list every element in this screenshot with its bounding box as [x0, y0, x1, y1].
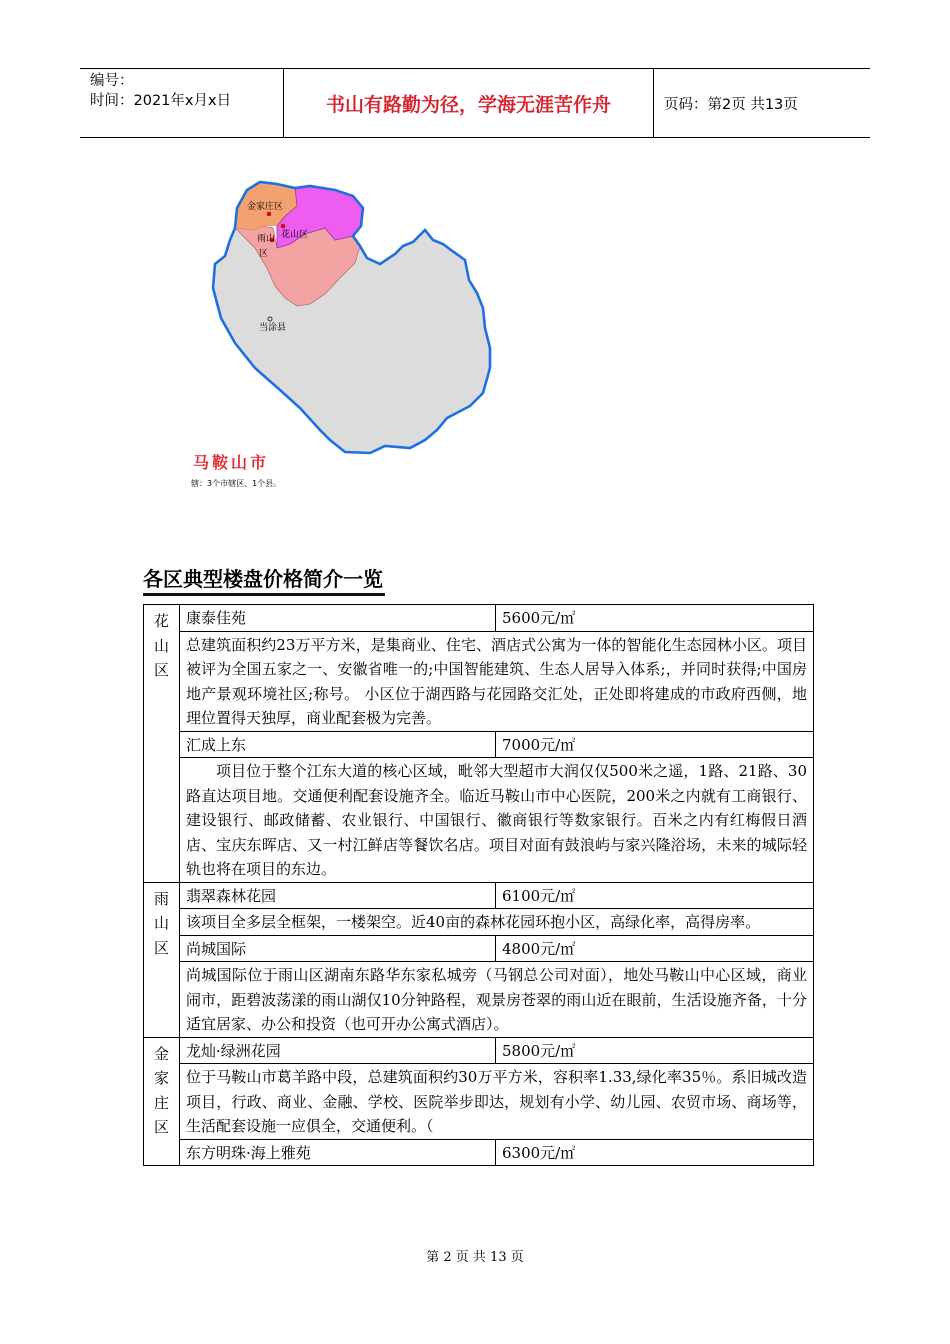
- project-name: 东方明珠·海上雅苑: [180, 1139, 496, 1166]
- header-page-info: 页码：第2页 共13页: [664, 96, 798, 113]
- project-price: 6100元/㎡: [496, 882, 814, 909]
- project-row: [144, 1139, 814, 1166]
- project-description: 总建筑面积约23万平方米，是集商业、住宅、酒店式公寓为一体的智能化生态园林小区。项目被评为全国五家之一、安徽省唯一的;中国智能建筑、生态人居导入体系;，并同时获得;中国房地产景观环境社区;称号。 小区位于湖西路与花园路交汇处，正处即将建成的市政府西侧，地理位置得天独厚，商业配套极为完善。: [180, 631, 814, 731]
- district-name: 花山区: [144, 605, 180, 883]
- map-subtitle: 辖：3个市辖区、1个县。: [191, 479, 282, 488]
- header-motto: 书山有路勤为径，学海无涯苦作舟: [284, 69, 654, 137]
- label-yushan-bottom: 区: [259, 249, 269, 259]
- section-title: 各区典型楼盘价格简介一览: [143, 565, 385, 596]
- huashan-marker: [281, 224, 286, 229]
- district-name: 金家庄区: [144, 1037, 180, 1166]
- project-desc-row: [144, 1064, 814, 1140]
- project-description: 项目位于整个江东大道的核心区域，毗邻大型超市大润仅仅500米之遥，1路、21路、30路直达项目地。交通便利配套设施齐全。临近马鞍山市中心医院，200米之内就有工商银行、建设银行、邮政储蓄、农业银行、中国银行、徽商银行等数家银行。百米之内有红梅假日酒店、宝庆东晖店、又一村江鲜店等餐饮名店。项目对面有鼓浪屿与家兴隆浴场，未来的城际轻轨也将在项目的东边。: [180, 758, 814, 883]
- project-price: 6300元/㎡: [496, 1139, 814, 1166]
- district-name: 雨山区: [144, 882, 180, 1037]
- header-time: 时间：2021年x月x日: [90, 93, 232, 109]
- project-row: [144, 731, 814, 758]
- jinjiazhuang-marker: [267, 212, 272, 217]
- project-desc-row: [144, 758, 814, 883]
- project-price: 7000元/㎡: [496, 731, 814, 758]
- project-desc-row: [144, 962, 814, 1038]
- project-price: 4800元/㎡: [496, 935, 814, 962]
- label-jinjiazhuang: 金家庄区: [247, 202, 284, 212]
- project-desc-row: [144, 631, 814, 731]
- listing-table: [143, 604, 814, 1166]
- project-name: 尚城国际: [180, 935, 496, 962]
- project-description: 位于马鞍山市葛羊路中段，总建筑面积约30万平方米，容积率1.33,绿化率35％。系旧城改造项目，行政、商业、金融、学校、医院举步即达，规划有小学、幼儿园、农贸市场、商场等，生活配套设施一应俱全，交通便利。（: [180, 1064, 814, 1140]
- header-meta: [80, 69, 284, 137]
- project-name: 龙灿·绿洲花园: [180, 1037, 496, 1064]
- label-huashan: 花山区: [281, 230, 309, 240]
- project-desc-row: [144, 909, 814, 936]
- header-number: 编号：: [90, 73, 134, 89]
- project-name: 康泰佳苑: [180, 605, 496, 632]
- label-yushan-top: 雨山: [257, 234, 276, 244]
- project-row: [144, 1037, 814, 1064]
- project-name: 翡翠森林花园: [180, 882, 496, 909]
- project-row: [144, 935, 814, 962]
- map-title: 马鞍山市: [193, 453, 270, 472]
- maanshan-map: [185, 168, 520, 493]
- project-row: [144, 882, 814, 909]
- project-description: 该项目全多层全框架，一楼架空。近40亩的森林花园环抱小区，高绿化率，高得房率。: [180, 909, 814, 936]
- listing-table-body: [144, 605, 814, 1166]
- page-header: [80, 68, 870, 138]
- project-price: 5600元/㎡: [496, 605, 814, 632]
- page-footer: 第 2 页 共 13 页: [426, 1250, 524, 1265]
- project-description: 尚城国际位于雨山区湖南东路华东家私城旁（马钢总公司对面），地处马鞍山中心区域，商业闹市，距碧波荡漾的雨山湖仅10分钟路程，观景房苍翠的雨山近在眼前，生活设施齐备，十分适宜居家、办公和投资（也可开办公寓式酒店）。: [180, 962, 814, 1038]
- project-name: 汇成上东: [180, 731, 496, 758]
- label-dangtu: 当涂县: [259, 323, 287, 333]
- project-row: [144, 605, 814, 632]
- project-price: 5800元/㎡: [496, 1037, 814, 1064]
